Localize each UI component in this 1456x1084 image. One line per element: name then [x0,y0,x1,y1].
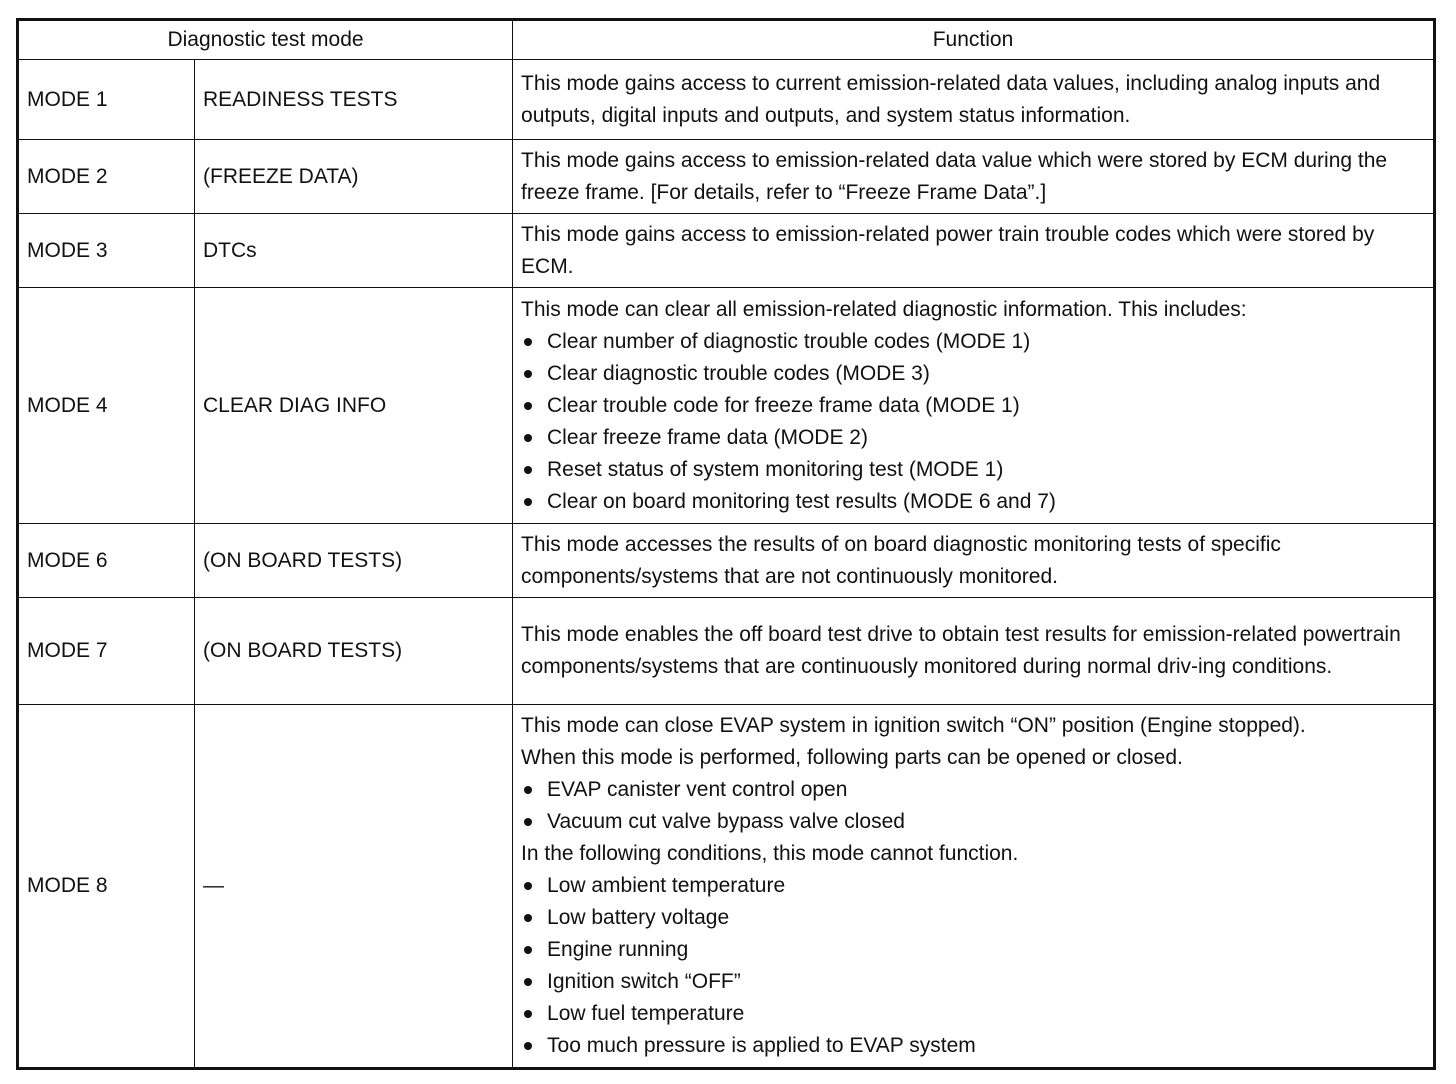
bullet-icon [524,1010,532,1018]
bullet-icon [524,978,532,986]
mode-name: (ON BOARD TESTS) [195,598,513,705]
mode-function: This mode accesses the results of on board diagnostic monitoring tests of specific components/systems that are not continuously monitored. [513,524,1435,598]
mode-name: (FREEZE DATA) [195,140,513,214]
list-item: Low ambient temperature [521,870,1425,902]
table-row [18,140,1435,214]
function-intro: This mode can close EVAP system in ignition switch “ON” position (Engine stopped). [521,714,1306,737]
mode-name: — [195,705,513,1069]
bullet-icon [524,498,532,506]
mode-number: MODE 7 [18,598,195,705]
bullet-icon [524,434,532,442]
list-item: Clear trouble code for freeze frame data (MODE 1) [521,390,1425,422]
list-item: Clear freeze frame data (MODE 2) [521,422,1425,454]
list-item: Low battery voltage [521,902,1425,934]
list-item: Engine running [521,934,1425,966]
list-item: Clear on board monitoring test results (MODE 6 and 7) [521,486,1425,518]
mode-function: This mode gains access to current emission-related data values, including analog inputs and outputs, digital inputs and outputs, and system status information. [513,60,1435,140]
header-diagnostic-test-mode: Diagnostic test mode [18,20,513,60]
table-header-row [18,20,1435,60]
mode-function: This mode gains access to emission-related data value which were stored by ECM during the freeze frame. [For details, refer to “Freeze Frame Data”.] [513,140,1435,214]
bullet-icon [524,370,532,378]
mode-number: MODE 1 [18,60,195,140]
bullet-icon [524,338,532,346]
table-row [18,598,1435,705]
bullet-icon [524,1042,532,1050]
header-function: Function [513,20,1435,60]
table-row [18,705,1435,1069]
mode-number: MODE 6 [18,524,195,598]
mode-function: This mode gains access to emission-related power train trouble codes which were stored by ECM. [513,214,1435,288]
list-item: Low fuel temperature [521,998,1425,1030]
mode-name: READINESS TESTS [195,60,513,140]
function-intro: This mode can clear all emission-related diagnostic information. This includes: [521,297,1247,321]
bullet-icon [524,818,532,826]
mode-name: CLEAR DIAG INFO [195,288,513,524]
list-item: Clear number of diagnostic trouble codes (MODE 1) [521,326,1425,358]
function-bullet-list [521,870,1425,1062]
list-item: Too much pressure is applied to EVAP system [521,1030,1425,1062]
bullet-icon [524,466,532,474]
bullet-icon [524,882,532,890]
mode-number: MODE 8 [18,705,195,1069]
mode-function [513,288,1435,524]
function-bullet-list [521,774,1425,838]
table-row [18,524,1435,598]
list-item: Clear diagnostic trouble codes (MODE 3) [521,358,1425,390]
table-row [18,60,1435,140]
function-intro: In the following conditions, this mode cannot function. [521,842,1019,865]
list-item: Reset status of system monitoring test (MODE 1) [521,454,1425,486]
function-intro: When this mode is performed, following parts can be opened or closed. [521,746,1183,769]
list-item: Vacuum cut valve bypass valve closed [521,806,1425,838]
mode-number: MODE 2 [18,140,195,214]
bullet-icon [524,786,532,794]
bullet-icon [524,914,532,922]
bullet-icon [524,402,532,410]
mode-function: This mode enables the off board test drive to obtain test results for emission-related powertrain components/systems that are continuously monitored during normal driv-ing conditions. [513,598,1435,705]
table-row [18,288,1435,524]
mode-name: (ON BOARD TESTS) [195,524,513,598]
bullet-icon [524,946,532,954]
mode-function [513,705,1435,1069]
mode-name: DTCs [195,214,513,288]
mode-number: MODE 4 [18,288,195,524]
mode-number: MODE 3 [18,214,195,288]
table-row [18,214,1435,288]
list-item: Ignition switch “OFF” [521,966,1425,998]
diagnostic-mode-table [16,18,1436,1070]
function-bullet-list [521,326,1425,518]
list-item: EVAP canister vent control open [521,774,1425,806]
